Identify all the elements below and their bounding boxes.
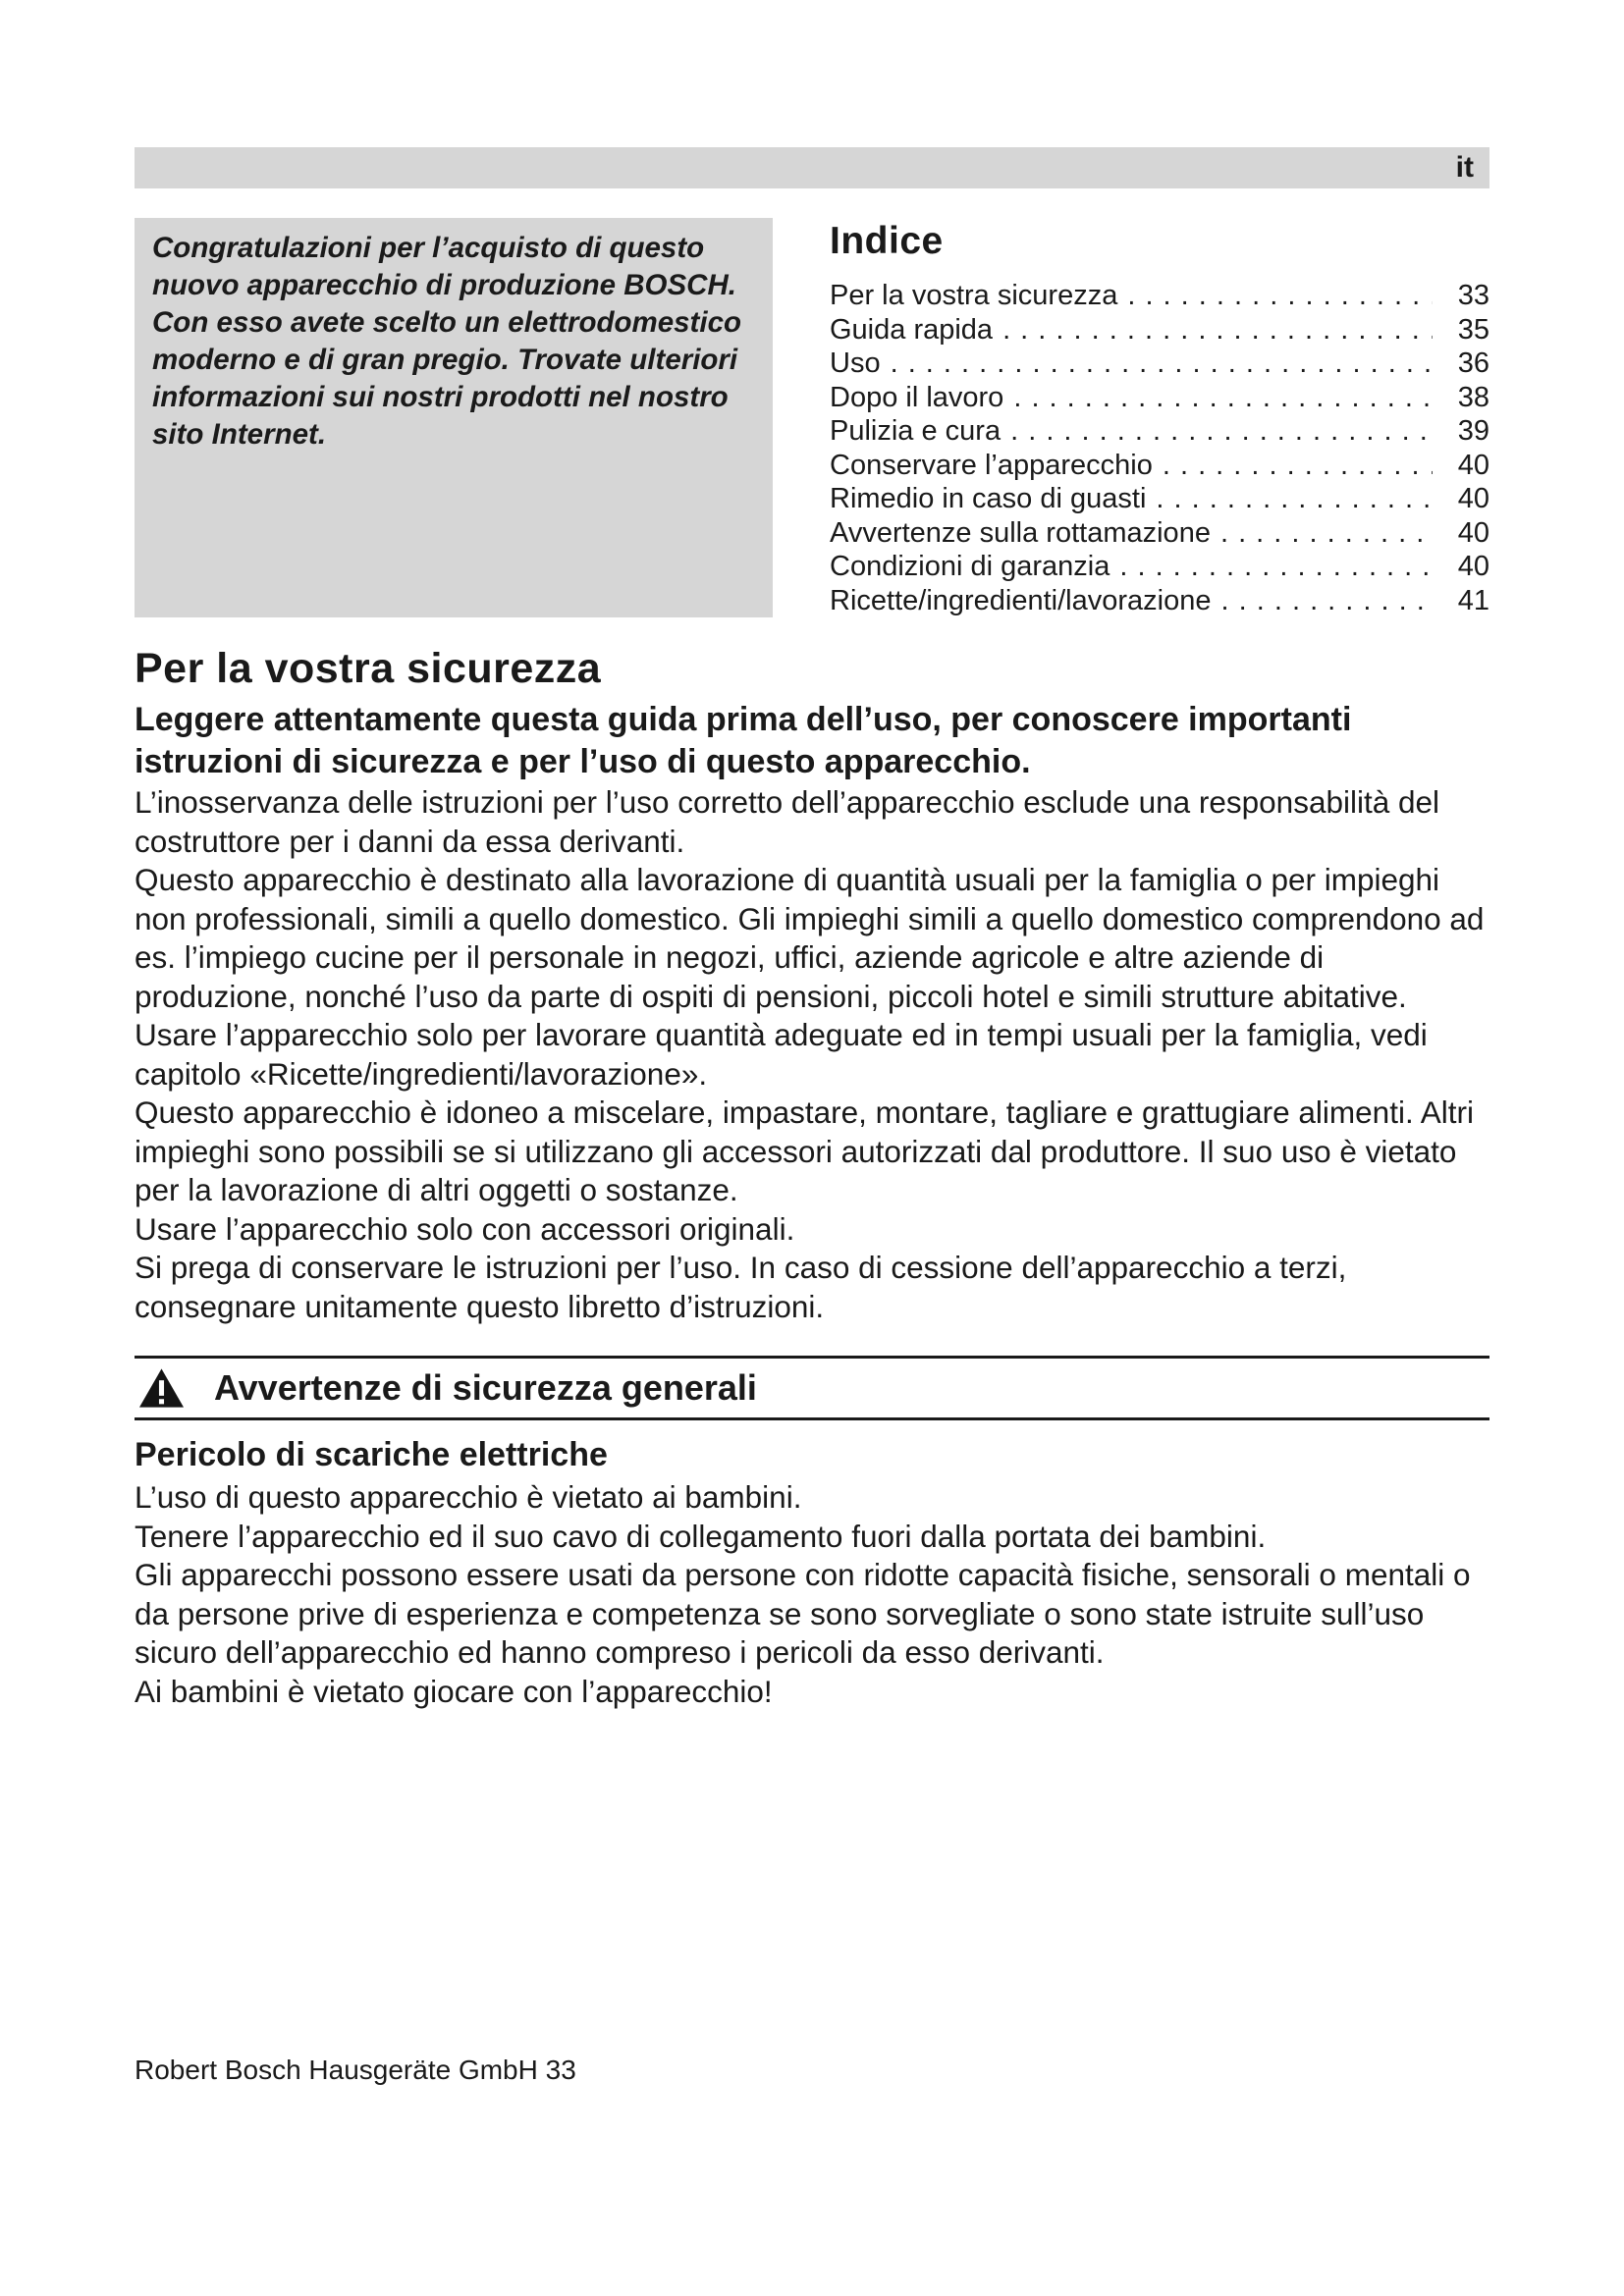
toc-entry <box>830 381 1489 415</box>
warning-header <box>135 1359 1489 1417</box>
warning-paragraph: L’uso di questo apparecchio è vietato ai bambini. <box>135 1479 802 1515</box>
safety-paragraph: L’inosservanza delle istruzioni per l’uso corretto dell’apparecchio esclude una responsabilità del costruttore per i danni da essa derivanti. <box>135 784 1440 859</box>
language-bar <box>135 147 1489 188</box>
toc-entry <box>830 550 1489 584</box>
toc-entry <box>830 347 1489 381</box>
toc-entry-page: 36 <box>1457 347 1489 379</box>
toc-dot-leader <box>1220 516 1433 551</box>
toc-dot-leader <box>1156 482 1433 516</box>
section-title-safety: Per la vostra sicurezza <box>135 645 602 692</box>
toc-dot-leader <box>1163 449 1433 483</box>
toc-entry-page: 33 <box>1457 280 1489 311</box>
toc-entry-page: 38 <box>1457 381 1489 413</box>
toc-entry-page: 40 <box>1457 449 1489 481</box>
toc-title: Indice <box>830 220 944 262</box>
safety-paragraph: Questo apparecchio è idoneo a miscelare, impastare, montare, tagliare e grattugiare alimenti. Altri impieghi sono possibili se si utilizzano gli accessori autorizzati dal produttore. Il suo uso è vietato per la lavorazione di altri oggetti o sostanze. <box>135 1095 1474 1207</box>
toc-dot-leader <box>891 347 1433 381</box>
toc-entry <box>830 313 1489 347</box>
divider-line <box>135 1417 1489 1420</box>
toc-entry-page: 39 <box>1457 415 1489 447</box>
toc-entry <box>830 482 1489 516</box>
toc-entry-page: 41 <box>1457 584 1489 616</box>
document-page <box>135 147 1489 1711</box>
toc-entry-label: Pulizia e cura <box>830 415 1001 447</box>
safety-lead-paragraph: Leggere attentamente questa guida prima dell’uso, per conoscere importanti istruzioni di sicurezza e per l’uso di questo apparecchio. <box>135 701 1352 780</box>
toc-dot-leader <box>1010 414 1433 449</box>
toc-dot-leader <box>1221 584 1434 618</box>
safety-paragraph: Si prega di conservare le istruzioni per l’uso. In caso di cessione dell’apparecchio a terzi, consegnare unitamente questo libretto d’istruzioni. <box>135 1250 1347 1324</box>
toc-entry-label: Uso <box>830 347 881 379</box>
safety-paragraph: Questo apparecchio è destinato alla lavorazione di quantità usuali per la famiglia o per impieghi non professionali, simili a quello domestico. Gli impieghi simili a quello domestico comprendono ad es. l’impiego cucine per il personale in negozi, uffici, aziende agricole e altre aziende di produzione, nonché l’uso da parte di ospiti di pensioni, piccoli hotel e simili strutture abitative. Usare l’apparecchio solo per lavorare quantità adeguate ed in tempi usuali per la famiglia, vedi capitolo «Ricette/ingredienti/lavorazione». <box>135 862 1485 1092</box>
warning-paragraph: Ai bambini è vietato giocare con l’apparecchio! <box>135 1673 773 1709</box>
top-columns <box>135 218 1489 617</box>
toc-entry-page: 40 <box>1457 551 1489 582</box>
toc-entry-label: Per la vostra sicurezza <box>830 280 1118 311</box>
table-of-contents <box>830 218 1489 617</box>
toc-entry-label: Avvertenze sulla rottamazione <box>830 516 1211 549</box>
warning-body <box>135 1478 1489 1711</box>
warning-paragraph: Tenere l’apparecchio ed il suo cavo di collegamento fuori dalla portata dei bambini. <box>135 1518 1267 1554</box>
intro-box <box>135 218 773 617</box>
toc-entry-label: Rimedio in caso di guasti <box>830 483 1147 514</box>
toc-entry-label: Dopo il lavoro <box>830 381 1004 413</box>
toc-entry-label: Conservare l’apparecchio <box>830 449 1153 481</box>
page-footer: Robert Bosch Hausgeräte GmbH 33 <box>135 2055 576 2085</box>
toc-entry-page: 35 <box>1457 313 1489 346</box>
toc-dot-leader <box>1013 381 1433 415</box>
language-badge: it <box>1455 151 1474 184</box>
safety-paragraph: Usare l’apparecchio solo con accessori originali. <box>135 1210 795 1247</box>
toc-entry <box>830 584 1489 618</box>
warning-paragraph: Gli apparecchi possono essere usati da persone con ridotte capacità fisiche, sensorali o mentali o da persone prive di esperienza e competenza se sono sorvegliate o sono state istruite sull’uso sicuro dell’apparecchio ed hanno compreso i pericoli da esso derivanti. <box>135 1557 1471 1670</box>
toc-entry <box>830 414 1489 449</box>
toc-entry-page: 40 <box>1457 483 1489 514</box>
toc-entry-label: Ricette/ingredienti/lavorazione <box>830 584 1212 616</box>
toc-dot-leader <box>1119 550 1433 584</box>
toc-entry-label: Guida rapida <box>830 313 994 346</box>
safety-body <box>135 783 1489 1326</box>
subsection-title-electric-shock: Pericolo di scariche elettriche <box>135 1436 608 1473</box>
warning-title: Avvertenze di sicurezza generali <box>214 1367 757 1408</box>
toc-entry <box>830 449 1489 483</box>
intro-text: Congratulazioni per l’acquisto di questo nuovo apparecchio di produzione BOSCH. Con esso avete scelto un elettrodomestico moderno e di gran pregio. Trovate ulteriori informazioni sui nostri prodotti nel nostro sito Internet. <box>152 232 741 451</box>
toc-entry-page: 40 <box>1457 516 1489 549</box>
toc-entry-label: Condizioni di garanzia <box>830 551 1110 582</box>
warning-triangle-icon <box>138 1367 185 1409</box>
toc-dot-leader <box>1127 279 1433 313</box>
toc-dot-leader <box>1002 313 1433 347</box>
toc-entry <box>830 516 1489 551</box>
toc-entry <box>830 279 1489 313</box>
